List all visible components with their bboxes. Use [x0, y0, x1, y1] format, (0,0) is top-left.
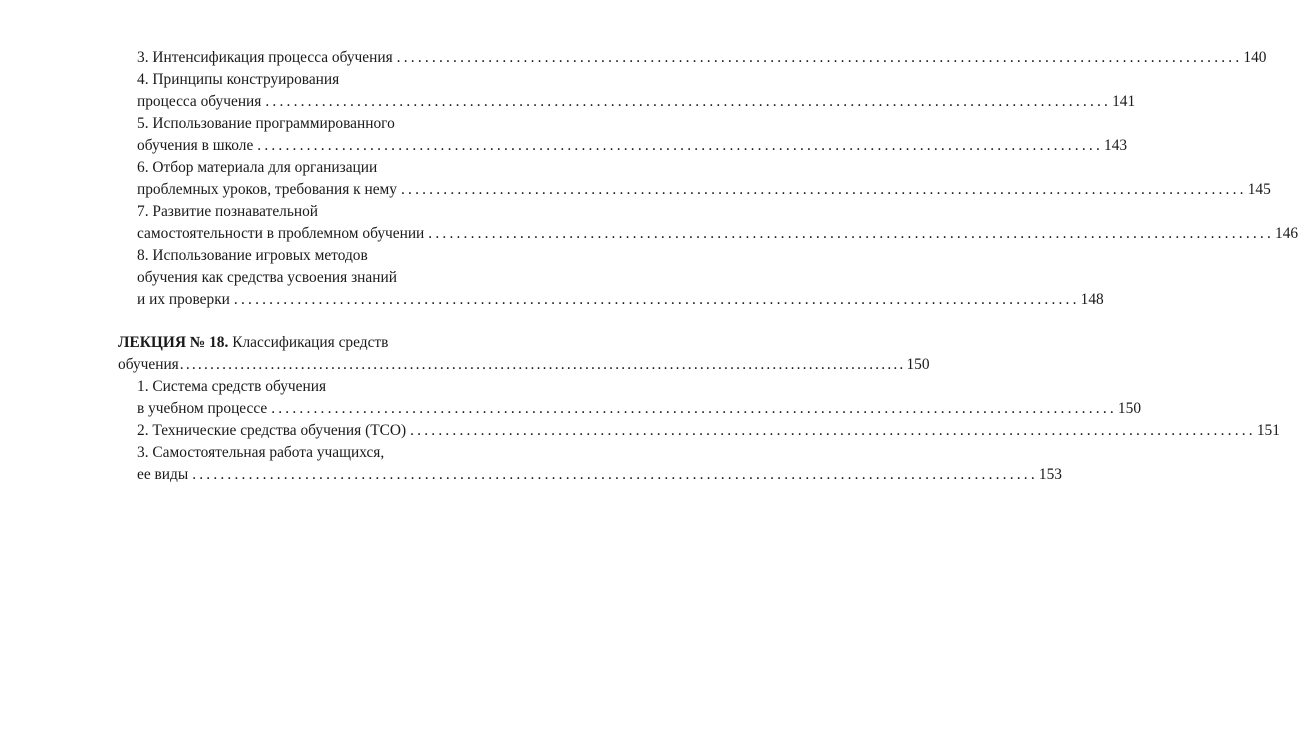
dot-leader: ........................................................................................................................ — [271, 400, 1117, 417]
lecture-title-line: обучения — [118, 356, 179, 373]
toc-page-number: 150 — [906, 356, 930, 373]
toc-page-number: 145 — [1247, 181, 1271, 198]
toc-entry-3[interactable] — [118, 47, 1267, 69]
toc-number: 2. — [137, 422, 149, 439]
toc-title-line: в учебном процессе — [137, 400, 268, 417]
toc-entry-8-cont[interactable] — [118, 267, 474, 289]
lecture-label: ЛЕКЦИЯ № 18. — [118, 334, 229, 351]
lecture-entry-3-cont[interactable] — [118, 464, 1062, 486]
toc-entry-4-cont[interactable] — [118, 91, 1136, 113]
toc-page-number: 151 — [1256, 422, 1280, 439]
toc-entry-8-cont[interactable] — [118, 289, 1104, 311]
toc-title-line: проблемных уроков, требования к нему — [137, 181, 397, 198]
toc-entry-7[interactable] — [118, 201, 474, 223]
toc-entry-7-cont[interactable] — [118, 223, 1298, 245]
toc-entry-5[interactable] — [118, 113, 474, 135]
toc-number: 3. — [137, 444, 149, 461]
toc-number: 6. — [137, 159, 149, 176]
lecture-entry-1[interactable] — [118, 376, 474, 398]
toc-title-line: обучения в школе — [137, 137, 254, 154]
dot-leader: ........................................................................................................................ — [410, 422, 1256, 439]
toc-page-number: 148 — [1080, 291, 1104, 308]
toc-title-line: Технические средства обучения (ТСО) — [152, 422, 407, 439]
lecture-entry-3[interactable] — [118, 442, 474, 464]
toc-page-number: 143 — [1104, 137, 1128, 154]
toc-page-number: 146 — [1275, 225, 1298, 242]
toc-title-line: Использование игровых методов — [152, 247, 368, 264]
toc-title-line: и их проверки — [137, 291, 230, 308]
toc-entry-8[interactable] — [118, 245, 474, 267]
toc-title-line: Система средств обучения — [152, 378, 327, 395]
toc-entry-6[interactable] — [118, 157, 474, 179]
toc-title-line: обучения как средства усвоения знаний — [137, 269, 397, 286]
lecture-title-line: Классификация средств — [232, 334, 389, 351]
toc-number: 8. — [137, 247, 149, 264]
table-of-contents — [118, 47, 1298, 486]
lecture-heading-cont[interactable] — [118, 354, 930, 376]
toc-page-number: 140 — [1243, 49, 1267, 66]
toc-entry-4[interactable] — [118, 69, 474, 91]
dot-leader: ........................................................................................................................ — [179, 356, 906, 373]
toc-page-number: 153 — [1038, 466, 1062, 483]
dot-leader: ........................................................................................................................ — [233, 291, 1080, 308]
lecture-heading[interactable] — [118, 332, 474, 354]
lecture-entry-2[interactable] — [118, 420, 1280, 442]
toc-page-number: 150 — [1117, 400, 1142, 417]
toc-title-line: ее виды — [137, 466, 189, 483]
toc-title-line: Отбор материала для организации — [152, 159, 378, 176]
dot-leader: ........................................................................................................................ — [428, 225, 1275, 242]
dot-leader: ........................................................................................................................ — [400, 181, 1247, 198]
toc-entry-5-cont[interactable] — [118, 135, 1128, 157]
toc-number: 3. — [137, 49, 149, 66]
toc-title-line: Самостоятельная работа учащихся, — [152, 444, 385, 461]
toc-title-line: самостоятельности в проблемном обучении — [137, 225, 425, 242]
toc-number: 5. — [137, 115, 149, 132]
dot-leader: ........................................................................................................................ — [192, 466, 1038, 483]
dot-leader: ........................................................................................................................ — [265, 93, 1112, 110]
dot-leader: ........................................................................................................................ — [396, 49, 1243, 66]
toc-entry-6-cont[interactable] — [118, 179, 1271, 201]
toc-title-line: Принципы конструирования — [152, 71, 340, 88]
lecture-entry-1-cont[interactable] — [118, 398, 1142, 420]
toc-number: 7. — [137, 203, 149, 220]
toc-title-line: Интенсификация процесса обучения — [152, 49, 393, 66]
dot-leader: ........................................................................................................................ — [257, 137, 1103, 154]
toc-number: 1. — [137, 378, 149, 395]
toc-title-line: Развитие познавательной — [152, 203, 319, 220]
toc-title-line: процесса обучения — [137, 93, 262, 110]
toc-number: 4. — [137, 71, 149, 88]
section-spacer — [118, 311, 474, 332]
toc-title-line: Использование программированного — [152, 115, 395, 132]
toc-page-number: 141 — [1112, 93, 1136, 110]
